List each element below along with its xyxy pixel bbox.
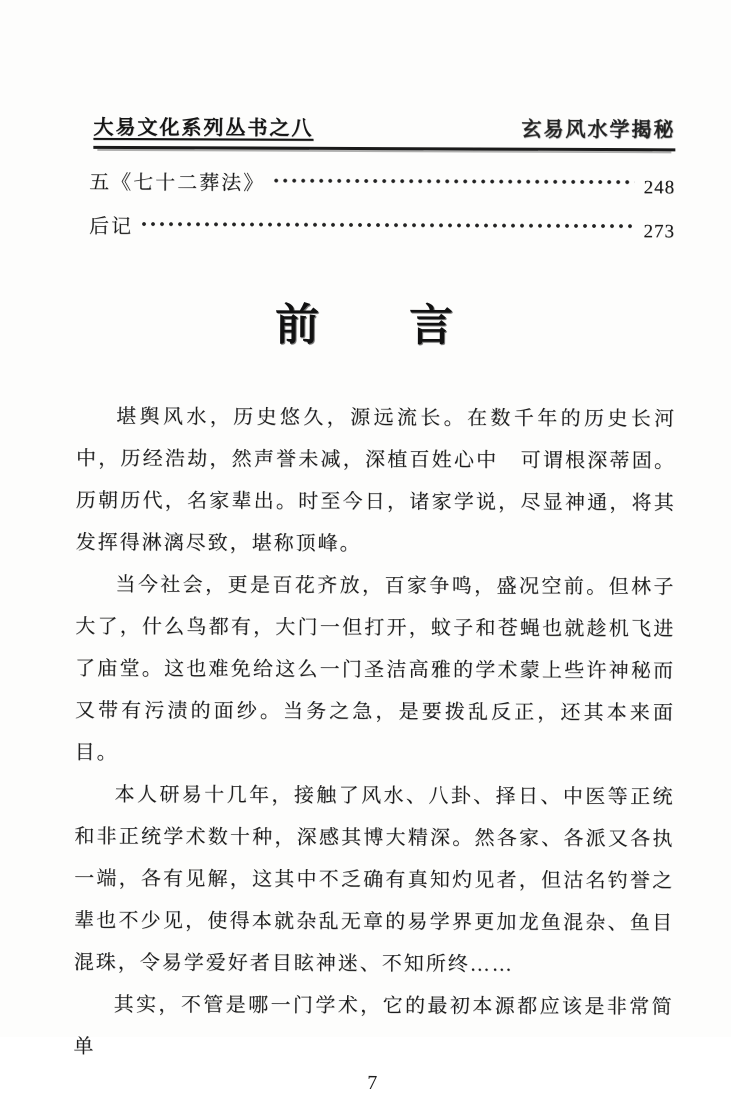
header-book-title: 玄易风水学揭秘: [521, 118, 676, 142]
paragraph: 堪舆风水，历史悠久，源远流长。在数千年的历史长河中，历经浩劫，然声誉未减，深植百姓心中 可谓根深蒂固。历朝历代，名家辈出。时至今日，诸家学说，尽显神通，将其发挥得淋漓尽致，堪称顶峰。: [75, 405, 677, 555]
dot-leader: [273, 177, 634, 187]
toc-page-number: 273: [643, 221, 676, 243]
preface-title: 前 言: [274, 300, 477, 351]
toc-entry-label: 五《七十二葬法》: [89, 171, 266, 195]
paragraph: 当今社会，更是百花齐放，百家争鸣，盛况空前。但林子大了，什么鸟都有，大门一但打开，蚊子和苍蝇也就趁机飞进了庙堂。这也难免给这么一门圣洁高雅的学术蒙上些许神秘而又带有污渍的面纱。当务之急，是要拨乱反正，还其本来面目。: [74, 573, 676, 764]
toc-page-number: 248: [643, 177, 676, 199]
toc-row: [89, 205, 675, 246]
running-header: [93, 111, 675, 152]
page-number: 7: [367, 1071, 378, 1094]
table-of-contents: [89, 161, 675, 246]
paragraph: 其实，不管是哪一门学术，它的最初本源都应该是非常简单: [73, 993, 674, 1058]
paragraph: 本人研易十几年，接触了风水、八卦、择日、中医等正统和非正统学术数十种，深感其博大精深。然各家、各派又各执一端，各有见解，这其中不乏确有真知灼见者，但沽名钓誉之辈也不少见，使得本就杂乱无章的易学界更加龙鱼混杂、鱼目混珠，令易学爱好者目眩神迷、不知所终……: [73, 783, 675, 976]
header-series-title: 大易文化系列丛书之八: [93, 116, 314, 140]
toc-entry-label: 后记: [88, 215, 134, 238]
dot-leader: [141, 220, 634, 230]
preface-body: [73, 396, 676, 1071]
toc-row: [89, 161, 675, 202]
